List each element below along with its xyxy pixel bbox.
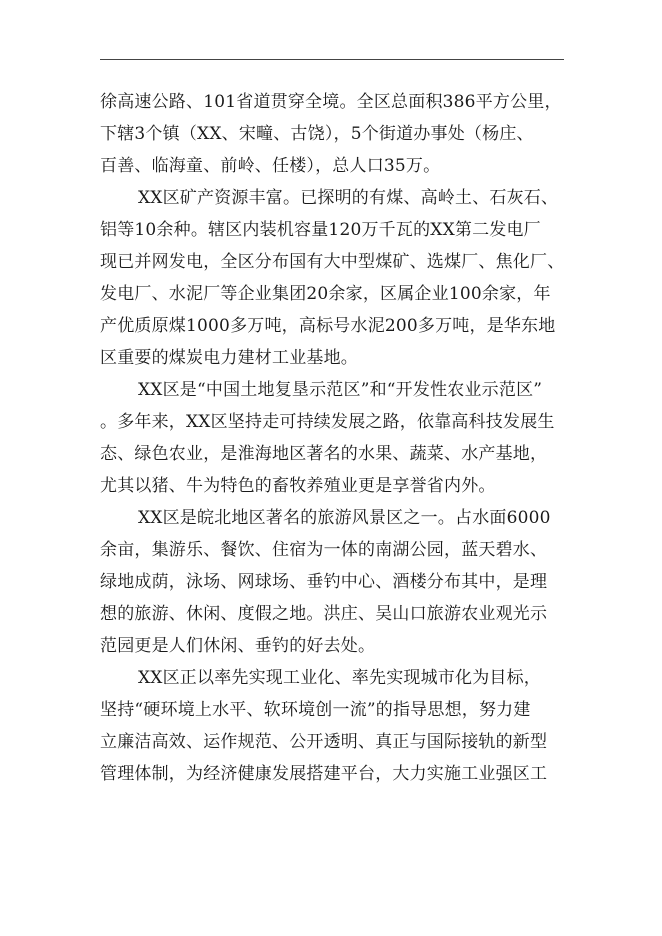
text-line: 坚持“硬环境上水平、软环境创一流”的指导思想，努力建 (100, 700, 531, 720)
text-line: XX区是“中国土地复垦示范区”和“开发性农业示范区” (138, 380, 543, 400)
paragraph-development-goals (100, 662, 570, 790)
paragraph-tourism (100, 502, 570, 662)
text-line: 范园更是人们休闲、垂钓的好去处。 (100, 636, 376, 656)
paragraph-location (100, 86, 570, 182)
header-rule (100, 59, 564, 60)
document-body (100, 86, 570, 790)
text-line: 徐高速公路、101省道贯穿全境。全区总面积386平方公里， (100, 92, 562, 112)
text-line: 尤其以猪、牛为特色的畜牧养殖业更是享誉省内外。 (100, 476, 496, 496)
text-line: 区重要的煤炭电力建材工业基地。 (100, 348, 358, 368)
text-line: 余亩，集游乐、餐饮、住宿为一体的南湖公园，蓝天碧水、 (100, 540, 548, 560)
text-line: 绿地成荫，泳场、网球场、垂钓中心、酒楼分布其中，是理 (100, 572, 548, 592)
text-line: 铝等10余种。辖区内装机容量120万千瓦的XX第二发电厂 (100, 220, 541, 240)
text-line: 发电厂、水泥厂等企业集团20余家，区属企业100余家，年 (100, 284, 551, 304)
paragraph-agriculture (100, 374, 570, 502)
text-line: XX区正以率先实现工业化、率先实现城市化为目标， (138, 668, 542, 688)
text-line: 下辖3个镇（XX、宋疃、古饶），5个街道办事处（杨庄、 (100, 124, 534, 144)
text-line: 。多年来，XX区坚持走可持续发展之路，依靠高科技发展生 (100, 412, 555, 432)
text-line: 立廉洁高效、运作规范、公开透明、真正与国际接轨的新型 (100, 732, 548, 752)
text-line: 管理体制，为经济健康发展搭建平台，大力实施工业强区工 (100, 764, 548, 784)
text-line: XX区矿产资源丰富。已探明的有煤、高岭土、石灰石、 (138, 188, 559, 208)
text-line: XX区是皖北地区著名的旅游风景区之一。占水面6000 (138, 508, 551, 528)
text-line: 产优质原煤1000多万吨，高标号水泥200多万吨，是华东地 (100, 316, 556, 336)
text-line: 现已并网发电，全区分布国有大中型煤矿、选煤厂、焦化厂、 (100, 252, 565, 272)
text-line: 态、绿色农业，是淮海地区著名的水果、蔬菜、水产基地， (100, 444, 548, 464)
paragraph-mineral-resources (100, 182, 570, 374)
text-line: 想的旅游、休闲、度假之地。洪庄、吴山口旅游农业观光示 (100, 604, 548, 624)
text-line: 百善、临海童、前岭、任楼），总人口35万。 (100, 156, 441, 176)
